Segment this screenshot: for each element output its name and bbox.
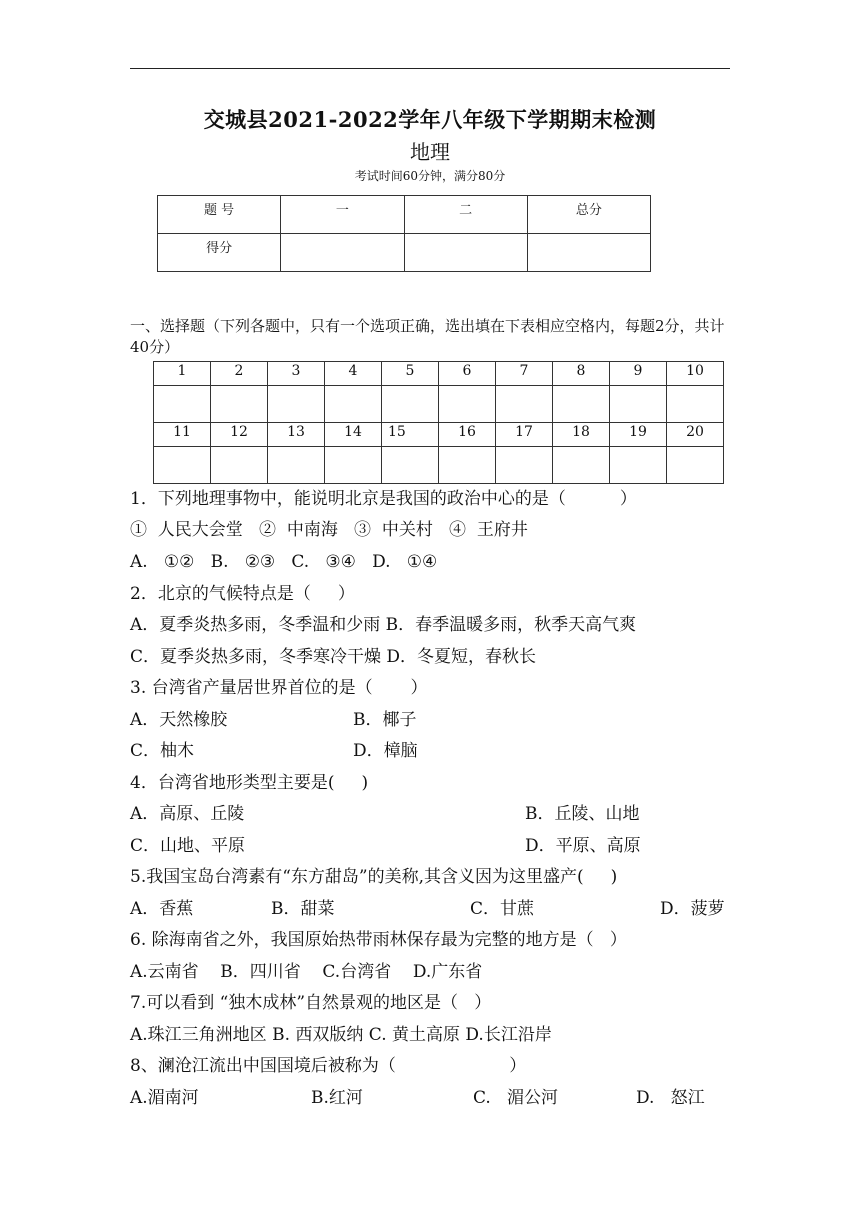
answer-number: 1 xyxy=(154,362,211,386)
question-5-option-c: C．甘蔗 xyxy=(470,899,535,919)
question-2-options-ab: A．夏季炎热多雨，冬季温和少雨 B．春季温暖多雨，秋季天高气爽 xyxy=(130,615,637,635)
question-8-option-a: A.湄南河 xyxy=(130,1088,199,1108)
answer-cell[interactable] xyxy=(496,447,553,484)
answer-number: 6 xyxy=(439,362,496,386)
question-4-option-d: D．平原、高原 xyxy=(525,836,641,856)
answer-cell[interactable] xyxy=(553,447,610,484)
answer-number: 18 xyxy=(553,423,610,447)
question-5-option-a: A．香蕉 xyxy=(130,899,194,919)
answer-number: 12 xyxy=(211,423,268,447)
question-5-option-d: D．菠萝 xyxy=(660,899,725,919)
answer-cell[interactable] xyxy=(211,447,268,484)
answer-number: 9 xyxy=(610,362,667,386)
score-table xyxy=(157,195,651,272)
answer-blank-row xyxy=(154,386,724,423)
question-8-stem: 8、澜沧江流出中国国境后被称为（ ） xyxy=(130,1056,527,1076)
score-cell[interactable] xyxy=(281,234,404,272)
exam-subject: 地理 xyxy=(410,140,450,164)
question-2-stem: 2．北京的气候特点是（ ） xyxy=(130,584,355,604)
answer-cell[interactable] xyxy=(667,386,724,423)
top-rule xyxy=(130,68,730,69)
score-header-cell: 二 xyxy=(404,196,527,234)
answer-cell[interactable] xyxy=(268,386,325,423)
answer-cell[interactable] xyxy=(610,386,667,423)
answer-cell[interactable] xyxy=(439,386,496,423)
question-8-option-b: B.红河 xyxy=(311,1088,363,1108)
question-5-option-b: B．甜菜 xyxy=(271,899,335,919)
question-8-option-d: D. 怒江 xyxy=(636,1088,705,1108)
question-3-option-c: C．柚木 xyxy=(130,741,195,761)
question-3-option-b: B．椰子 xyxy=(353,710,417,730)
answer-number: 4 xyxy=(325,362,382,386)
question-4-option-a: A．高原、丘陵 xyxy=(130,804,245,824)
score-header-cell: 总分 xyxy=(527,196,650,234)
question-1-items: ① 人民大会堂 ② 中南海 ③ 中关村 ④ 王府井 xyxy=(130,520,528,540)
question-7-stem: 7.可以看到 “独木成林”自然景观的地区是（ ） xyxy=(130,993,492,1013)
answer-number: 10 xyxy=(667,362,724,386)
answer-blank-row xyxy=(154,447,724,484)
answer-number: 20 xyxy=(667,423,724,447)
answer-cell[interactable] xyxy=(211,386,268,423)
answer-cell[interactable] xyxy=(553,386,610,423)
answer-number: 11 xyxy=(154,423,211,447)
section1-heading: 一、选择题（下列各题中，只有一个选项正确，选出填在下表相应空格内，每题2分，共计40分） xyxy=(130,317,725,356)
answer-number: 15 xyxy=(382,423,439,447)
score-cell[interactable] xyxy=(404,234,527,272)
answer-cell[interactable] xyxy=(154,447,211,484)
question-3-stem: 3. 台湾省产量居世界首位的是（ ） xyxy=(130,678,428,698)
answer-number-row xyxy=(154,423,724,447)
score-header-cell: 一 xyxy=(281,196,404,234)
answer-number: 14 xyxy=(325,423,382,447)
score-row-label: 得分 xyxy=(158,234,281,272)
answer-table xyxy=(153,361,724,484)
exam-title: 交城县2021-2022学年八年级下学期期末检测 xyxy=(203,107,657,132)
answer-number: 8 xyxy=(553,362,610,386)
question-4-option-b: B．丘陵、山地 xyxy=(525,804,640,824)
question-4-option-c: C．山地、平原 xyxy=(130,836,246,856)
answer-cell[interactable] xyxy=(439,447,496,484)
exam-info: 考试时间60分钟，满分80分 xyxy=(354,169,506,183)
question-5-stem: 5.我国宝岛台湾素有“东方甜岛”的美称,其含义因为这里盛产( ) xyxy=(130,867,618,887)
answer-number: 2 xyxy=(211,362,268,386)
answer-cell[interactable] xyxy=(610,447,667,484)
answer-number: 5 xyxy=(382,362,439,386)
question-1-options: A. ①② B. ②③ C. ③④ D. ①④ xyxy=(130,552,438,572)
question-6-stem: 6. 除海南省之外，我国原始热带雨林保存最为完整的地方是（ ） xyxy=(130,930,627,950)
answer-number: 7 xyxy=(496,362,553,386)
question-1-stem: 1．下列地理事物中，能说明北京是我国的政治中心的是（ ） xyxy=(130,489,637,509)
answer-cell[interactable] xyxy=(325,447,382,484)
score-header-cell: 题 号 xyxy=(158,196,281,234)
answer-number: 17 xyxy=(496,423,553,447)
answer-number-row xyxy=(154,362,724,386)
score-table-score-row xyxy=(158,234,651,272)
answer-cell[interactable] xyxy=(496,386,553,423)
question-3-option-a: A．天然橡胶 xyxy=(130,710,228,730)
question-2-options-cd: C．夏季炎热多雨，冬季寒冷干燥 D．冬夏短，春秋长 xyxy=(130,647,537,667)
answer-number: 3 xyxy=(268,362,325,386)
answer-cell[interactable] xyxy=(382,386,439,423)
answer-cell[interactable] xyxy=(325,386,382,423)
answer-cell[interactable] xyxy=(382,447,439,484)
answer-cell[interactable] xyxy=(667,447,724,484)
answer-cell[interactable] xyxy=(268,447,325,484)
question-3-option-d: D．樟脑 xyxy=(353,741,418,761)
question-6-options: A.云南省 B．四川省 C.台湾省 D.广东省 xyxy=(130,962,483,982)
question-7-options: A.珠江三角洲地区 B. 西双版纳 C. 黄土高原 D.长江沿岸 xyxy=(130,1025,552,1045)
answer-cell[interactable] xyxy=(154,386,211,423)
score-table-header-row xyxy=(158,196,651,234)
question-4-stem: 4．台湾省地形类型主要是( ) xyxy=(130,773,369,793)
answer-number: 13 xyxy=(268,423,325,447)
score-cell[interactable] xyxy=(527,234,650,272)
question-8-option-c: C. 湄公河 xyxy=(473,1088,559,1108)
answer-number: 19 xyxy=(610,423,667,447)
answer-number: 16 xyxy=(439,423,496,447)
